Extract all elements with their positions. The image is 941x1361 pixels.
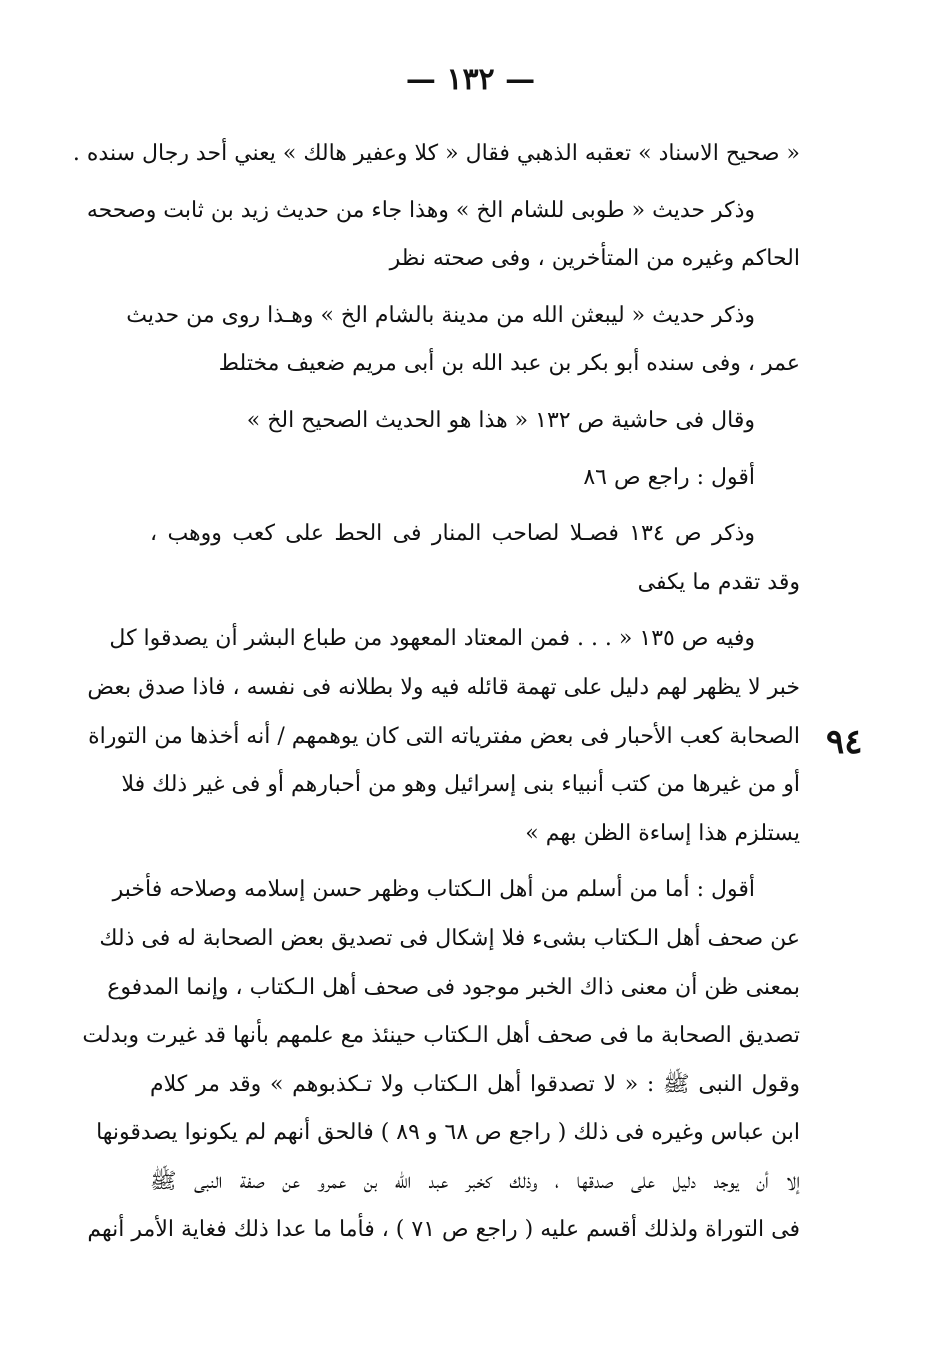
paragraph: [72, 130, 800, 179]
text-line: وفيه ص ١٣٥ « . . . فمن المعتاد المعهود من طباع البشر أن يصدقوا كل: [109, 626, 755, 652]
text-line: تصديق الصحابة ما فى صحف أهل الـكتاب حينئذ مع علمهم بأنها قد غيرت وبدلت: [82, 1023, 800, 1049]
body-text: [72, 130, 800, 1255]
text-line: عن صحف أهل الـكتاب بشىء فلا إشكال فى تصديق بعض الصحابة له فى ذلك: [99, 925, 800, 951]
text-line: أو من غيرها من كتب أنبياء بنى إسرائيل وهو من أحبارهم أو فى غير ذلك فلا: [121, 772, 800, 798]
paragraph: [87, 615, 800, 858]
paragraph: [150, 397, 800, 446]
paragraph: [82, 866, 800, 1255]
text-line: ابن عباس وغيره فى ذلك ( راجع ص ٦٨ و ٨٩ ) فالحق أنهم لم يكونوا يصدقونها: [96, 1120, 800, 1146]
paragraph: [126, 292, 800, 389]
text-line: وذكر ص ١٣٤ فصـلا لصاحب المنار فى الحط على كعب ووهب ،: [150, 521, 755, 547]
text-line: عمر ، وفى سنده أبو بكر بن عبد الله بن أبى مريم ضعيف مختلط: [218, 351, 800, 377]
text-line: أقول : أما من أسلم من أهل الـكتاب وظهر حسن إسلامه وصلاحه فأخبر: [112, 877, 755, 903]
text-line: وقد تقدم ما يكفى: [637, 569, 800, 595]
text-line: وذكر حديث « طوبى للشام الخ » وهذا جاء من حديث زيد بن ثابت وصححه: [86, 197, 755, 223]
text-line: يستلزم هذا إساءة الظن بهم »: [525, 820, 800, 846]
text-line: الحاكم وغيره من المتأخرين ، وفى صحته نظر: [389, 246, 800, 272]
text-line: « صحيح الاسناد » تعقبه الذهبي فقال « كلا وعفير هالك » يعني أحد رجال سنده .: [72, 141, 800, 166]
page-number: — ١٣٢ —: [405, 62, 536, 97]
text-line: وقال فى حاشية ص ١٣٢ « هذا هو الحديث الصحيح الخ »: [246, 407, 755, 433]
paragraph: [150, 510, 800, 607]
text-line: أقول : راجع ص ٨٦: [583, 464, 755, 490]
paragraph: [150, 454, 800, 503]
margin-page-number: ٩٤: [826, 722, 863, 762]
paragraph: [86, 187, 800, 284]
text-line: خبر لا يظهر لهم دليل على تهمة قائله فيه ولا بطلانه فى نفسه ، فاذا صدق بعض: [87, 674, 800, 700]
text-line: فى التوراة ولذلك أقسم عليه ( راجع ص ٧١ ) ، فأما ما عدا ذلك فغاية الأمر أنهم: [87, 1217, 800, 1243]
text-line: بمعنى ظن أن معنى ذاك الخبر موجود فى صحف أهل الـكتاب ، وإنما المدفوع: [107, 974, 800, 1000]
text-line: وقول النبى ﷺ : « لا تصدقوا أهل الـكتاب ولا تـكذبوهم » وقد مر كلام: [150, 1071, 800, 1097]
text-line: إلا أن يوجد دليل على صدقها ، وذلك كخبر عبد الله بن عمرو عن صفة النبى ﷺ: [150, 1168, 800, 1194]
text-line: الصحابة كعب الأحبار فى بعض مفترياته التى كان يوهمهم / أنه أخذها من التوراة: [88, 723, 800, 749]
text-line: وذكر حديث « ليبعثن الله من مدينة بالشام الخ » وهـذا روى من حديث: [126, 302, 755, 328]
